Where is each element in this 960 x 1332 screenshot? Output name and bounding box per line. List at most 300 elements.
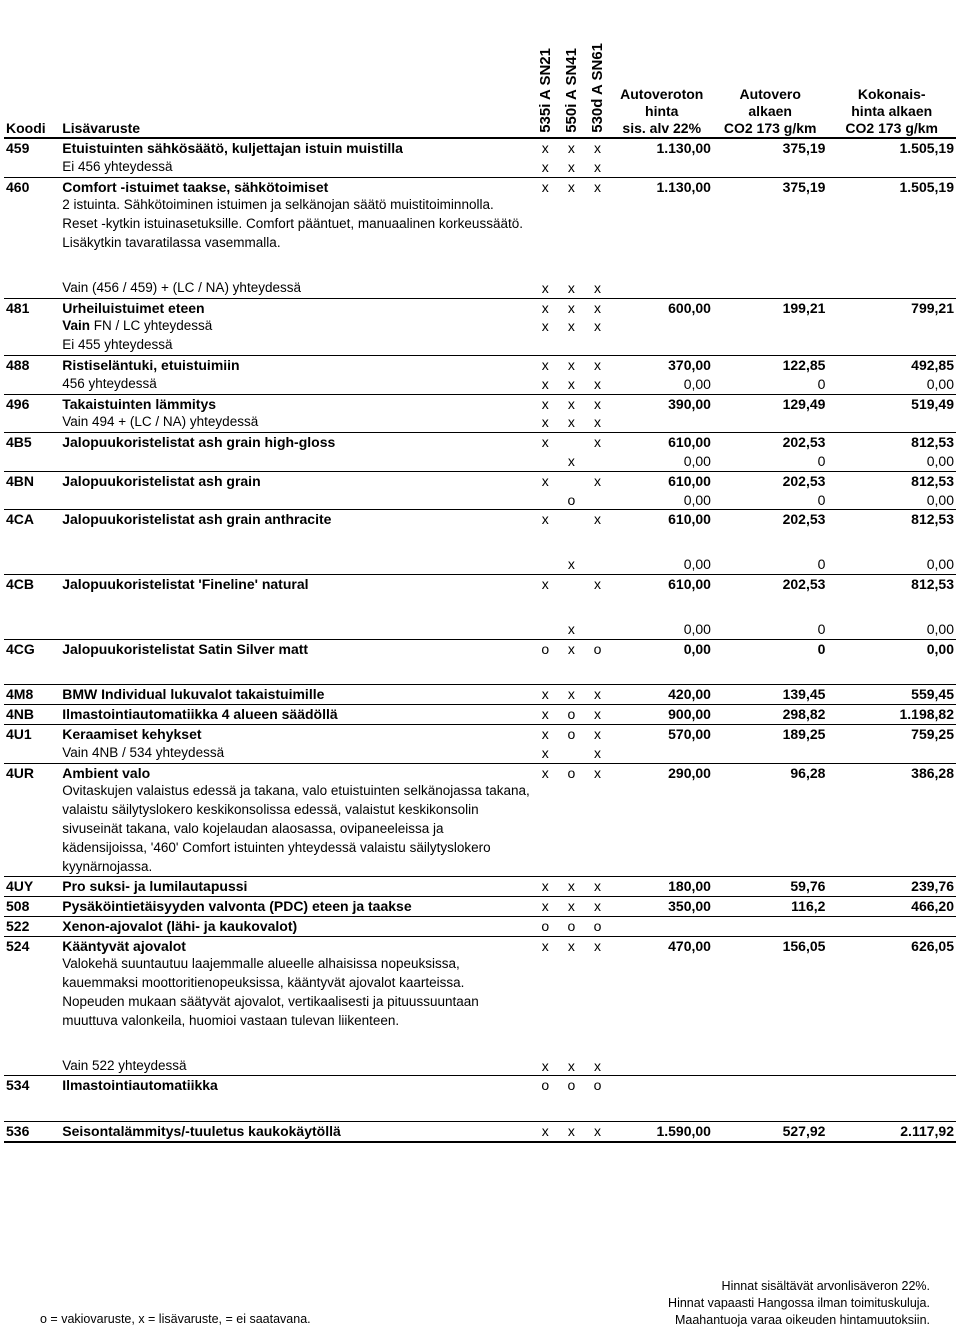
car-tax-amount: 129,49 (713, 394, 827, 413)
option-code: 481 (4, 298, 60, 317)
option-code: 536 (4, 1122, 60, 1142)
availability-mark-model-1: x (532, 355, 558, 374)
option-description (60, 158, 532, 177)
availability-mark-model-1: x (532, 574, 558, 593)
table-row (4, 433, 956, 452)
car-tax-amount: 199,21 (713, 298, 827, 317)
car-tax-amount (713, 336, 827, 355)
car-tax-amount: 0 (817, 491, 826, 508)
header-total-line-2: hinta alkaen (851, 103, 933, 119)
option-description (60, 452, 532, 471)
description-text: Seisontalämmitys/-tuuletus kaukokäytöllä (62, 1123, 341, 1140)
description-text: Keraamiset kehykset (62, 725, 202, 742)
availability-mark-model-1: x (532, 177, 558, 196)
table-row (4, 897, 956, 917)
car-tax-amount: 0 (817, 375, 826, 392)
total-price: 1.505,19 (827, 138, 956, 158)
availability-mark-model-3: o (584, 916, 610, 936)
availability-mark-model-1 (532, 955, 558, 1030)
total-price: 812,53 (827, 510, 956, 529)
option-description (60, 936, 532, 955)
description-text: Urheiluistuimet eteen (62, 299, 205, 316)
car-tax-amount: 0 (817, 556, 826, 573)
availability-mark-model-3 (584, 196, 610, 252)
description-text: Vain (456 / 459) + (LC / NA) yhteydessä (62, 279, 301, 295)
availability-mark-model-2: x (558, 897, 584, 917)
availability-mark-model-2: x (567, 375, 575, 392)
price-without-tax (611, 782, 713, 876)
availability-mark-model-2: x (567, 279, 575, 296)
car-tax-amount: 202,53 (713, 510, 827, 529)
table-row (4, 196, 956, 252)
option-description (60, 1122, 532, 1142)
description-text: 2 istuinta. Sähkötoiminen istuimen ja selkänojan säätö muistitoiminnolla. Reset -kytkin istuinasetuksille. Comfort pääntuet, manuaalinen korkeussäätö. Lisäkytkin tavaratilassa vasemmalla. (62, 197, 523, 250)
description-text: FN / LC yhteydessä (93, 318, 213, 334)
availability-mark-model-1 (532, 620, 558, 639)
table-row (4, 877, 956, 897)
table-row (4, 510, 956, 529)
availability-mark-model-1: o (532, 639, 558, 658)
option-code: 4NB (4, 705, 60, 725)
availability-mark-model-2: x (558, 639, 584, 658)
availability-mark-model-1: x (541, 375, 549, 392)
description-text: Jalopuukoristelistat ash grain high-gloss (62, 434, 336, 451)
table-row (4, 763, 956, 782)
table-row (4, 620, 956, 639)
option-description (60, 510, 532, 529)
header-total-line-1: Kokonais- (857, 86, 926, 102)
option-code (4, 158, 60, 177)
table-row (4, 705, 956, 725)
option-code (4, 413, 60, 432)
option-code: 496 (4, 394, 60, 413)
header-code: Koodi (4, 2, 60, 138)
option-code (4, 491, 60, 510)
availability-mark-model-3: x (584, 897, 610, 917)
availability-mark-model-1: x (541, 1057, 549, 1074)
option-description (60, 1076, 532, 1095)
description-text: Comfort -istuimet taakse, sähkötoimiset (62, 178, 329, 195)
description-text: Pro suksi- ja lumilautapussi (62, 878, 248, 895)
availability-mark-model-3: x (593, 279, 601, 296)
total-price: 519,49 (827, 394, 956, 413)
availability-mark-model-2 (558, 433, 584, 452)
spacer-cell (4, 658, 956, 685)
option-description (60, 317, 532, 336)
availability-mark-model-1: x (541, 744, 549, 761)
availability-mark-model-3: x (584, 724, 610, 743)
table-row (4, 1122, 956, 1142)
availability-mark-model-3 (584, 336, 610, 355)
availability-mark-model-2 (558, 196, 584, 252)
availability-mark-model-1: x (532, 138, 558, 158)
options-price-table (4, 2, 956, 1143)
description-text: Ilmastointiautomatiikka (62, 1077, 218, 1094)
description-emphasis: Vain (62, 318, 90, 334)
availability-mark-model-3: x (584, 177, 610, 196)
row-spacer (4, 658, 956, 685)
price-without-tax: 610,00 (611, 433, 713, 452)
availability-mark-model-3 (584, 955, 610, 1030)
table-row (4, 413, 956, 432)
total-price: 1.505,19 (827, 177, 956, 196)
model-1-label: 535i A SN21 (536, 48, 554, 133)
option-description (60, 1057, 532, 1076)
availability-mark-model-3: x (593, 744, 601, 761)
availability-mark-model-2: x (558, 177, 584, 196)
total-price (827, 317, 956, 336)
option-description (60, 355, 532, 374)
total-price: 759,25 (827, 724, 956, 743)
availability-mark-model-2: o (558, 724, 584, 743)
availability-mark-model-1: x (532, 510, 558, 529)
car-tax-amount (713, 916, 827, 936)
car-tax-amount: 202,53 (713, 574, 827, 593)
car-tax-amount: 202,53 (713, 471, 827, 490)
availability-mark-model-2: o (558, 705, 584, 725)
option-description (60, 639, 532, 658)
row-spacer (4, 1095, 956, 1122)
spacer-cell (4, 594, 956, 620)
total-price: 799,21 (827, 298, 956, 317)
option-code (4, 620, 60, 639)
availability-mark-model-1: x (532, 298, 558, 317)
table-row (4, 1057, 956, 1076)
car-tax-amount (713, 413, 827, 432)
description-text: Ei 455 yhteydessä (62, 337, 173, 353)
price-without-tax: 600,00 (611, 298, 713, 317)
table-row (4, 158, 956, 177)
price-without-tax: 1.130,00 (611, 177, 713, 196)
availability-mark-model-2: x (558, 298, 584, 317)
car-tax-amount (713, 317, 827, 336)
header-model-1 (532, 2, 558, 138)
availability-mark-model-2: x (558, 877, 584, 897)
availability-mark-model-1 (532, 336, 558, 355)
option-description (60, 955, 532, 1030)
total-price: 812,53 (827, 574, 956, 593)
description-text: Jalopuukoristelistat ash grain anthracite (62, 511, 332, 528)
option-description (60, 279, 532, 298)
total-price (827, 916, 956, 936)
availability-mark-model-1: x (532, 705, 558, 725)
table-row (4, 394, 956, 413)
footer-note-price-changes: Maahantuoja varaa oikeuden hintamuutoksiin. (674, 1313, 930, 1327)
table-row (4, 138, 956, 158)
availability-mark-model-3: x (593, 318, 601, 335)
availability-mark-model-3: x (584, 574, 610, 593)
table-row (4, 685, 956, 705)
option-description (60, 574, 532, 593)
option-code: 524 (4, 936, 60, 955)
header-item: Lisävaruste (60, 2, 532, 138)
price-without-tax: 0,00 (683, 452, 711, 469)
footer-note-vat: Hinnat sisältävät arvonlisäveron 22%. (721, 1279, 930, 1293)
price-without-tax: 0,00 (683, 556, 711, 573)
availability-mark-model-2: o (558, 763, 584, 782)
availability-mark-model-3: o (584, 639, 610, 658)
availability-mark-model-1: x (532, 763, 558, 782)
availability-mark-model-1: x (541, 414, 549, 431)
price-without-tax (611, 317, 713, 336)
row-spacer (4, 529, 956, 555)
option-description (60, 336, 532, 355)
header-price-line-1: Autoveroton (620, 86, 704, 102)
description-text: Takaistuinten lämmitys (62, 395, 217, 412)
availability-mark-model-1 (532, 196, 558, 252)
total-price: 812,53 (827, 471, 956, 490)
total-price: 0,00 (926, 491, 954, 508)
option-code: 508 (4, 897, 60, 917)
price-without-tax (611, 196, 713, 252)
option-code (4, 452, 60, 471)
table-row (4, 471, 956, 490)
table-row (4, 782, 956, 876)
table-row (4, 744, 956, 763)
availability-mark-model-2: x (558, 355, 584, 374)
description-text: Ambient valo (62, 764, 151, 781)
description-text: 456 yhteydessä (62, 375, 157, 391)
availability-mark-model-2: x (567, 620, 575, 637)
total-price: 0,00 (926, 620, 954, 637)
table-row (4, 574, 956, 593)
spacer-cell (4, 529, 956, 555)
car-tax-amount (713, 1076, 827, 1095)
price-without-tax: 900,00 (611, 705, 713, 725)
option-description (60, 413, 532, 432)
header-tax-line-3: CO2 173 g/km (723, 120, 817, 136)
availability-mark-model-1: x (532, 394, 558, 413)
header-tax-line-2: alkaen (748, 103, 792, 119)
option-description (60, 763, 532, 782)
table-row (4, 298, 956, 317)
price-without-tax: 610,00 (611, 510, 713, 529)
option-description (60, 724, 532, 743)
spacer-cell (4, 253, 956, 279)
option-code (4, 336, 60, 355)
total-price (827, 413, 956, 432)
option-description (60, 916, 532, 936)
option-description (60, 433, 532, 452)
option-description (60, 196, 532, 252)
availability-mark-model-1: x (532, 897, 558, 917)
availability-mark-model-3: x (593, 375, 601, 392)
option-code: 4CA (4, 510, 60, 529)
availability-mark-model-1: x (541, 279, 549, 296)
car-tax-amount (713, 782, 827, 876)
option-code: 460 (4, 177, 60, 196)
table-row (4, 355, 956, 374)
price-without-tax (611, 279, 713, 298)
total-price (827, 196, 956, 252)
availability-mark-model-2 (558, 336, 584, 355)
option-code: 4B5 (4, 433, 60, 452)
option-code: 488 (4, 355, 60, 374)
availability-mark-model-3: x (584, 394, 610, 413)
table-row (4, 916, 956, 936)
table-row (4, 317, 956, 336)
car-tax-amount: 116,2 (713, 897, 827, 917)
availability-mark-model-3 (584, 491, 610, 510)
availability-mark-model-2: o (558, 1076, 584, 1095)
table-row (4, 491, 956, 510)
row-spacer (4, 253, 956, 279)
total-price: 0,00 (926, 375, 954, 392)
availability-mark-model-2: x (558, 1122, 584, 1142)
price-without-tax (611, 336, 713, 355)
description-text: Ilmastointiautomatiikka 4 alueen säädöllä (62, 706, 338, 723)
row-spacer (4, 1031, 956, 1057)
availability-mark-model-3 (584, 555, 610, 574)
price-without-tax: 1.130,00 (611, 138, 713, 158)
option-code (4, 279, 60, 298)
availability-mark-model-2: x (567, 158, 575, 175)
availability-mark-model-3: x (584, 510, 610, 529)
price-without-tax: 610,00 (611, 471, 713, 490)
price-without-tax: 290,00 (611, 763, 713, 782)
total-price (827, 336, 956, 355)
option-code: 459 (4, 138, 60, 158)
price-without-tax: 0,00 (683, 620, 711, 637)
availability-mark-model-2: x (567, 452, 575, 469)
availability-mark-model-3: x (584, 877, 610, 897)
description-text: Vain 494 + (LC / NA) yhteydessä (62, 414, 259, 430)
car-tax-amount (713, 279, 827, 298)
header-model-3 (584, 2, 610, 138)
price-without-tax: 420,00 (611, 685, 713, 705)
header-total (827, 2, 956, 138)
option-description (60, 375, 532, 394)
price-without-tax (611, 1076, 713, 1095)
availability-mark-model-3: x (593, 1057, 601, 1074)
header-car-tax (713, 2, 827, 138)
car-tax-amount: 0 (817, 452, 826, 469)
availability-mark-model-2 (558, 744, 584, 763)
availability-mark-model-2 (558, 574, 584, 593)
car-tax-amount: 527,92 (713, 1122, 827, 1142)
availability-mark-model-1: x (532, 877, 558, 897)
availability-mark-model-2 (558, 955, 584, 1030)
price-without-tax: 570,00 (611, 724, 713, 743)
option-code (4, 555, 60, 574)
option-code: 4U1 (4, 724, 60, 743)
total-price: 626,05 (827, 936, 956, 955)
car-tax-amount (713, 158, 827, 177)
availability-mark-model-3: x (584, 936, 610, 955)
price-without-tax: 350,00 (611, 897, 713, 917)
description-text: BMW Individual lukuvalot takaistuimille (62, 686, 325, 703)
row-spacer (4, 594, 956, 620)
car-tax-amount: 96,28 (713, 763, 827, 782)
availability-mark-model-2: x (558, 936, 584, 955)
option-description (60, 744, 532, 763)
table-row (4, 639, 956, 658)
spacer-cell (4, 1095, 956, 1122)
availability-mark-model-3: x (584, 763, 610, 782)
availability-mark-model-2: x (567, 414, 575, 431)
table-row (4, 555, 956, 574)
price-without-tax: 370,00 (611, 355, 713, 374)
description-text: Ei 456 yhteydessä (62, 158, 173, 174)
availability-mark-model-3: x (584, 1122, 610, 1142)
total-price: 239,76 (827, 877, 956, 897)
option-description (60, 782, 532, 876)
car-tax-amount: 122,85 (713, 355, 827, 374)
price-without-tax (611, 955, 713, 1030)
description-text: Xenon-ajovalot (lähi- ja kaukovalot) (62, 917, 298, 934)
total-price (827, 1076, 956, 1095)
availability-mark-model-2: x (567, 556, 575, 573)
availability-mark-model-2: o (567, 491, 576, 508)
availability-mark-model-3: x (584, 355, 610, 374)
legend-text: o = vakiovaruste, x = lisävaruste, = ei saatavana. (40, 1312, 311, 1326)
car-tax-amount (713, 744, 827, 763)
description-text: Ovitaskujen valaistus edessä ja takana, valo etuistuinten selkänojassa takana, valaistu säilytyslokero keskikonsolissa edessä, valaistut keskikonsolin sivuseinät takana, valo kojelaudan alaosassa, ovipaneeleissa ja kädensijoissa, '460' Comfort istuinten yhteydessä valaistu säilytyslokero kyynärnojassa. (62, 783, 530, 874)
option-code (4, 782, 60, 876)
availability-mark-model-1: o (532, 1076, 558, 1095)
availability-mark-model-3: o (584, 1076, 610, 1095)
option-code: 4BN (4, 471, 60, 490)
option-description (60, 471, 532, 490)
table-row (4, 955, 956, 1030)
header-tax-line-1: Autovero (739, 86, 801, 102)
total-price: 0,00 (926, 452, 954, 469)
price-without-tax: 180,00 (611, 877, 713, 897)
header-price-line-3: sis. alv 22% (622, 120, 702, 136)
car-tax-amount: 139,45 (713, 685, 827, 705)
availability-mark-model-2: x (558, 685, 584, 705)
table-row (4, 452, 956, 471)
availability-mark-model-1: o (532, 916, 558, 936)
total-price: 386,28 (827, 763, 956, 782)
car-tax-amount: 0 (817, 620, 826, 637)
header-price-no-tax (611, 2, 713, 138)
table-body (4, 138, 956, 1142)
total-price (827, 744, 956, 763)
option-code: 534 (4, 1076, 60, 1095)
price-without-tax (611, 916, 713, 936)
availability-mark-model-3: x (584, 471, 610, 490)
availability-mark-model-2 (558, 510, 584, 529)
price-without-tax (611, 413, 713, 432)
total-price: 2.117,92 (827, 1122, 956, 1142)
description-text: Valokehä suuntautuu laajemmalle alueelle alhaisissa nopeuksissa, kauemmaksi moottoritienopeuksissa, kääntyvät ajovalot kaarteissa. Nopeuden mukaan säätyvät ajovalot, vertikaalisesti ja pituussuuntaan muuttuva valonkeila, huomioi vastaan tulevan liikenteen. (62, 956, 479, 1028)
price-without-tax (611, 158, 713, 177)
availability-mark-model-1 (532, 555, 558, 574)
total-price (827, 782, 956, 876)
availability-mark-model-3: x (584, 138, 610, 158)
availability-mark-model-3 (584, 620, 610, 639)
availability-mark-model-1: x (532, 936, 558, 955)
total-price: 812,53 (827, 433, 956, 452)
option-description (60, 705, 532, 725)
total-price: 0,00 (827, 639, 956, 658)
car-tax-amount (713, 955, 827, 1030)
availability-mark-model-1: x (532, 433, 558, 452)
description-text: Etuistuinten sähkösäätö, kuljettajan istuin muistilla (62, 140, 403, 156)
availability-mark-model-2: o (558, 916, 584, 936)
option-description (60, 897, 532, 917)
option-code: 522 (4, 916, 60, 936)
header-model-2 (558, 2, 584, 138)
table-row (4, 375, 956, 394)
table-header-row (4, 2, 956, 138)
total-price: 0,00 (926, 556, 954, 573)
total-price (827, 279, 956, 298)
spacer-cell (4, 1031, 956, 1057)
option-description (60, 555, 532, 574)
availability-mark-model-3: x (584, 298, 610, 317)
